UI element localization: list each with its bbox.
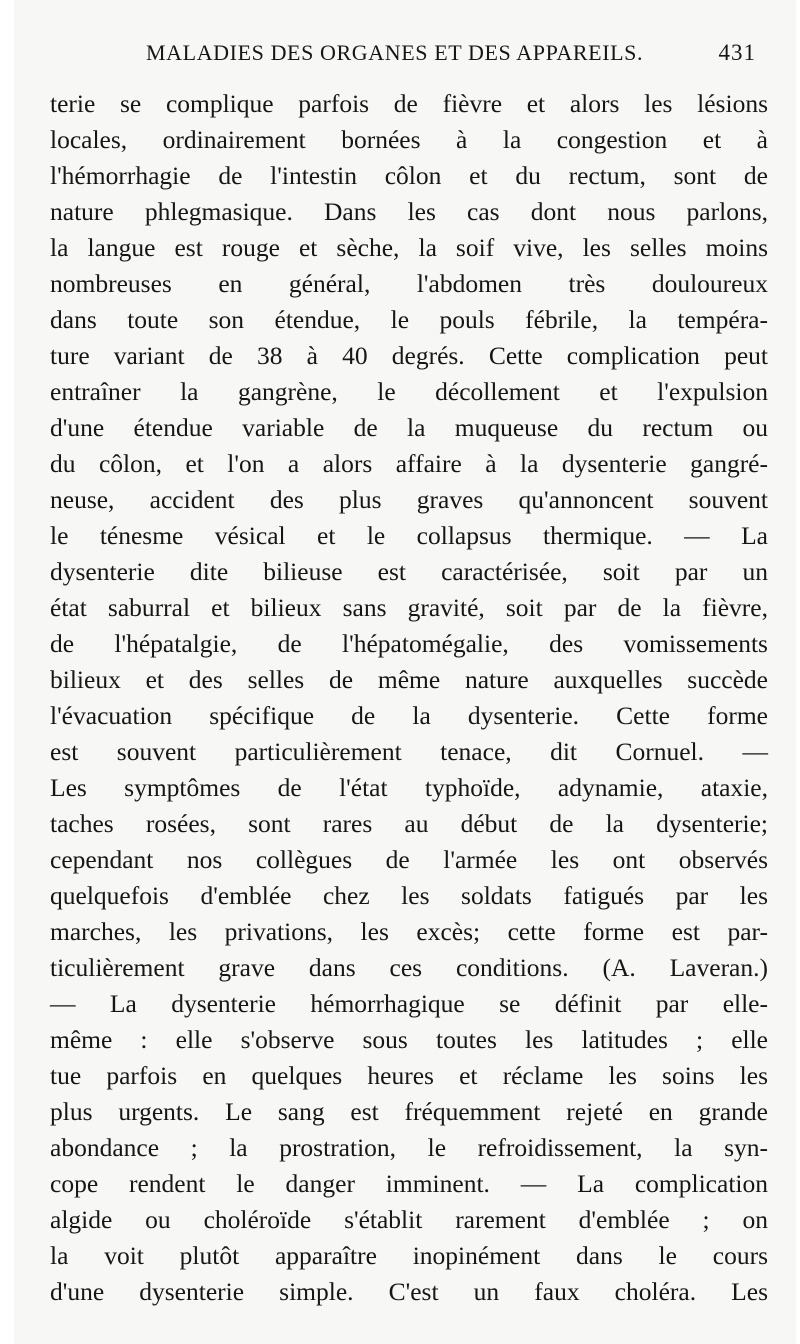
text-line: plus urgents. Le sang est fréquemment rejeté en grande <box>50 1097 768 1126</box>
text-line: d'une étendue variable de la muqueuse du rectum ou <box>50 413 768 442</box>
text-line: entraîner la gangrène, le décollement et l'expulsion <box>50 377 768 406</box>
body-text <box>50 86 768 1310</box>
text-line: — La dysenterie hémorrhagique se définit par elle- <box>50 989 768 1018</box>
text-line: d'une dysenterie simple. C'est un faux choléra. Les <box>50 1277 768 1306</box>
text-line: nombreuses en général, l'abdomen très douloureux <box>50 269 768 298</box>
text-line: quelquefois d'emblée chez les soldats fatigués par les <box>50 881 768 910</box>
text-line: locales, ordinairement bornées à la congestion et à <box>50 125 768 154</box>
text-line: du côlon, et l'on a alors affaire à la dysenterie gangré- <box>50 449 768 478</box>
running-title: MALADIES DES ORGANES ET DES APPAREILS. <box>146 40 644 65</box>
text-line: cependant nos collègues de l'armée les ont observés <box>50 845 768 874</box>
text-line: la langue est rouge et sèche, la soif vive, les selles moins <box>50 233 768 262</box>
text-line: neuse, accident des plus graves qu'annoncent souvent <box>50 485 768 514</box>
running-header <box>44 40 766 76</box>
text-line: le ténesme vésical et le collapsus thermique. — La <box>50 521 768 550</box>
text-line: l'évacuation spécifique de la dysenterie. Cette forme <box>50 701 768 730</box>
text-line: même : elle s'observe sous toutes les latitudes ; elle <box>50 1025 768 1054</box>
text-line: nature phlegmasique. Dans les cas dont nous parlons, <box>50 197 768 226</box>
text-line: dans toute son étendue, le pouls fébrile, la tempéra- <box>50 305 768 334</box>
text-line: de l'hépatalgie, de l'hépatomégalie, des vomissements <box>50 629 768 658</box>
text-line: l'hémorrhagie de l'intestin côlon et du rectum, sont de <box>50 161 768 190</box>
text-line: ture variant de 38 à 40 degrés. Cette complication peut <box>50 341 768 370</box>
text-line: algide ou choléroïde s'établit rarement d'emblée ; on <box>50 1205 768 1234</box>
text-line: marches, les privations, les excès; cette forme est par- <box>50 917 768 946</box>
text-line: abondance ; la prostration, le refroidissement, la syn- <box>50 1133 768 1162</box>
text-line: tue parfois en quelques heures et réclame les soins les <box>50 1061 768 1090</box>
text-line: la voit plutôt apparaître inopinément dans le cours <box>50 1241 768 1270</box>
text-line: terie se complique parfois de fièvre et alors les lésions <box>50 89 768 118</box>
text-line: Les symptômes de l'état typhoïde, adynamie, ataxie, <box>50 773 768 802</box>
page-number: 431 <box>718 40 756 65</box>
text-line: cope rendent le danger imminent. — La complication <box>50 1169 768 1198</box>
text-line: ticulièrement grave dans ces conditions. (A. Laveran.) <box>50 953 768 982</box>
text-line: bilieux et des selles de même nature auxquelles succède <box>50 665 768 694</box>
text-line: est souvent particulièrement tenace, dit Cornuel. — <box>50 737 768 766</box>
text-line: état saburral et bilieux sans gravité, soit par de la fièvre, <box>50 593 768 622</box>
text-line: dysenterie dite bilieuse est caractérisée, soit par un <box>50 557 768 586</box>
text-line: taches rosées, sont rares au début de la dysenterie; <box>50 809 768 838</box>
